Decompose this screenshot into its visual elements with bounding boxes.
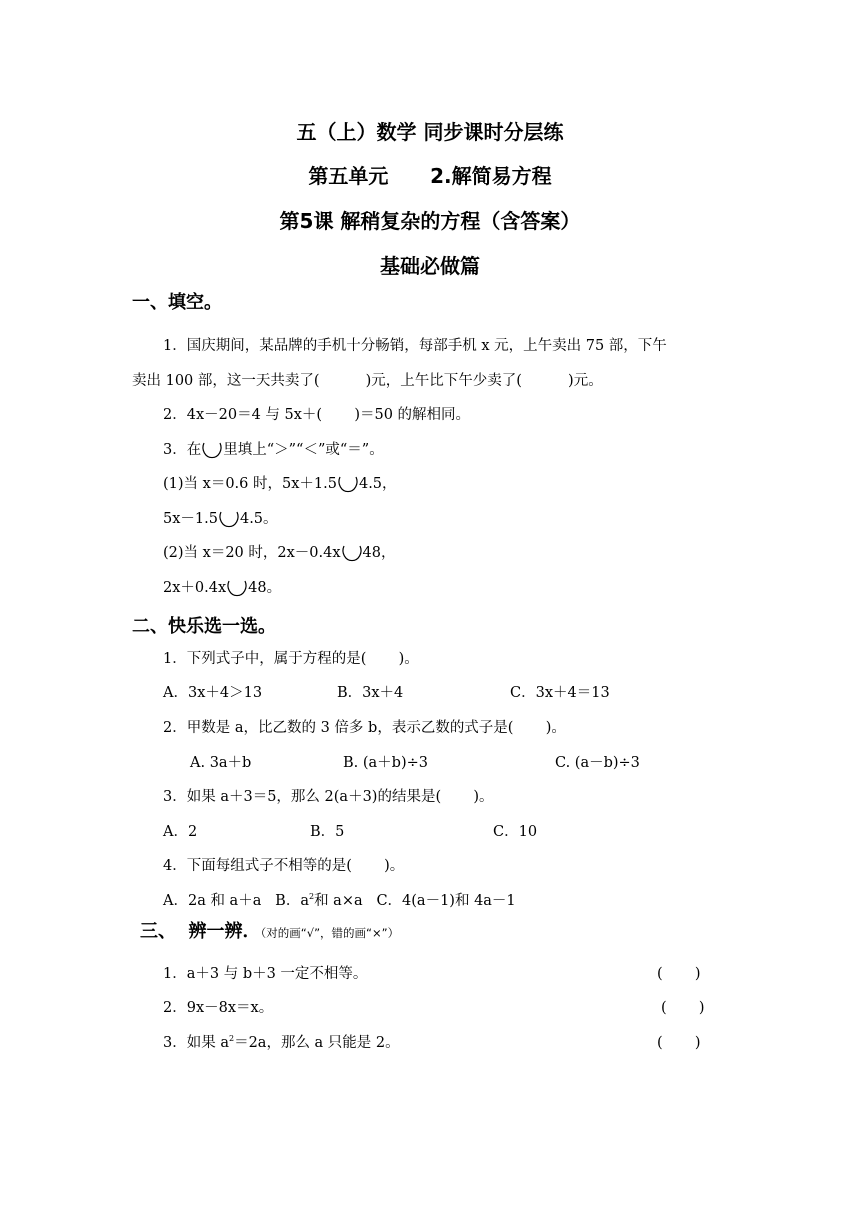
answer-circle-icon <box>218 509 240 533</box>
s2-q4-superscript: 2 <box>308 892 315 902</box>
s3-q1: 1．a＋3 与 b＋3 一定不相等。 <box>163 966 368 982</box>
s1-q2: 2．4x－20＝4 与 5x＋( )＝50 的解相同。 <box>163 407 471 423</box>
s1-p2b-pre: 2x＋0.4x <box>163 580 227 596</box>
section1-heading: 一、填空。 <box>132 292 222 313</box>
s2-q3-option-c: C．10 <box>493 824 538 840</box>
s2-q2: 2．甲数是 a，比乙数的 3 倍多 b，表示乙数的式子是( )。 <box>163 720 566 736</box>
unit-title: 第五单元 2.解简易方程 <box>308 164 552 188</box>
s1-p1b-post: 4.5。 <box>239 511 278 527</box>
section3-title: 三、 辨一辨． <box>140 921 261 942</box>
s1-q3-prefix: 3．在 <box>163 442 202 458</box>
s2-q4-opts-part1: A．2a 和 a＋a B．a <box>163 893 309 909</box>
s2-q3: 3．如果 a＋3＝5，那么 2(a＋3)的结果是( )。 <box>163 789 494 805</box>
s1-p1a <box>163 474 397 498</box>
s2-q3-option-a: A．2 <box>163 824 198 840</box>
s3-q3-post: ＝2a，那么 a 只能是 2。 <box>234 1035 400 1051</box>
s3-q3-answer-paren: ( ) <box>657 1035 701 1051</box>
s2-q1-option-c: C．3x＋4＝13 <box>510 685 610 701</box>
s1-p2b <box>163 578 281 602</box>
s1-p1a-pre: (1)当 x＝0.6 时，5x＋1.5 <box>163 476 337 492</box>
s3-q3-pre: 3．如果 a <box>163 1035 229 1051</box>
section3-heading <box>140 917 399 943</box>
s1-q3-suffix: 里填上“＞”“＜”或“＝”。 <box>223 442 384 458</box>
s2-q2-option-a: A. 3a＋b <box>190 755 252 771</box>
page-title: 五（上）数学 同步课时分层练 <box>296 120 564 144</box>
s3-q2-answer-paren: ( ) <box>661 1000 705 1016</box>
s1-q1-line2: 卖出 100 部，这一天共卖了( )元，上午比下午少卖了( )元。 <box>132 373 603 389</box>
s2-q1: 1．下列式子中，属于方程的是( )。 <box>163 651 419 667</box>
answer-circle-icon <box>337 474 359 498</box>
answer-circle-icon <box>226 578 248 602</box>
s1-p2b-post: 48。 <box>248 580 282 596</box>
s1-p1a-post: 4.5， <box>358 476 397 492</box>
s1-q3 <box>163 440 384 464</box>
s2-q2-option-c: C. (a－b)÷3 <box>555 755 640 771</box>
s1-q1-line1: 1．国庆期间，某品牌的手机十分畅销，每部手机 x 元，上午卖出 75 部，下午 <box>163 338 667 354</box>
s2-q4-opts-part2: 和 a×a C．4(a－1)和 4a－1 <box>314 893 516 909</box>
s1-p2a-pre: (2)当 x＝20 时，2x－0.4x <box>163 545 341 561</box>
s1-p1b <box>163 509 278 533</box>
lesson-title: 第5课 解稍复杂的方程（含答案） <box>279 209 581 233</box>
level-title: 基础必做篇 <box>380 254 480 278</box>
s2-q2-option-b: B. (a＋b)÷3 <box>343 755 428 771</box>
s2-q3-option-b: B．5 <box>310 824 345 840</box>
s3-q2: 2．9x－8x＝x。 <box>163 1000 274 1016</box>
s1-p1b-pre: 5x－1.5 <box>163 511 218 527</box>
s2-q1-option-a: A．3x＋4＞13 <box>163 685 263 701</box>
s2-q4: 4．下面每组式子不相等的是( )。 <box>163 858 405 874</box>
answer-circle-icon <box>201 440 223 464</box>
s1-p2a-post: 48， <box>362 545 396 561</box>
s3-q1-answer-paren: ( ) <box>657 966 701 982</box>
s3-q3-superscript: 2 <box>228 1034 235 1044</box>
s2-q1-option-b: B．3x＋4 <box>337 685 404 701</box>
section3-note: （对的画“√”，错的画“×”） <box>260 926 400 940</box>
section2-heading: 二、快乐选一选。 <box>132 616 276 637</box>
answer-circle-icon <box>341 543 363 567</box>
s2-q4-options <box>163 891 516 911</box>
s3-q3 <box>163 1033 400 1053</box>
s1-p2a <box>163 543 395 567</box>
